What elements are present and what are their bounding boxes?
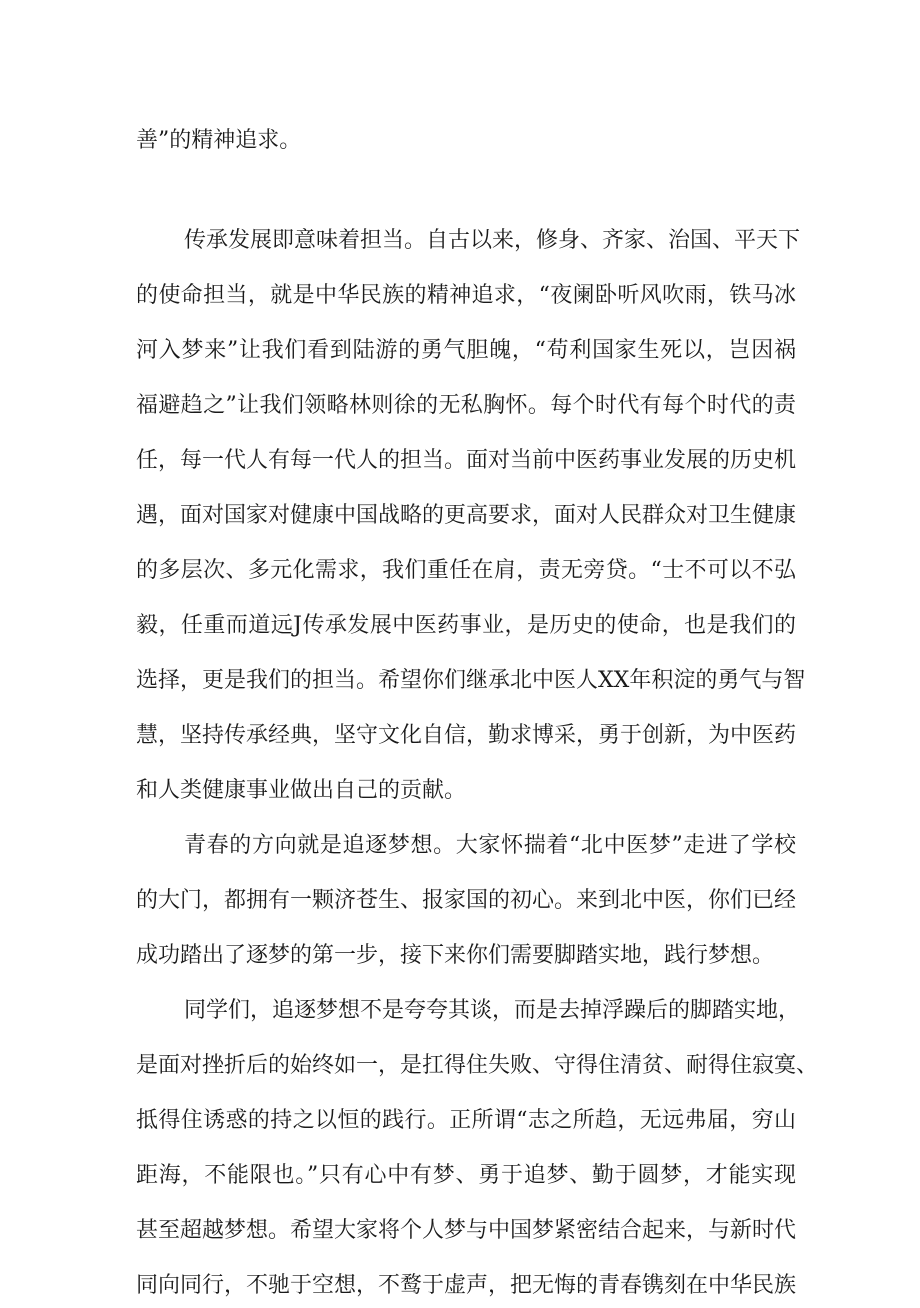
paragraph-spacer	[136, 1253, 796, 1263]
text-line: 任，每一代人有每一代人的担当。面对当前中医药事业发展的历史机	[136, 448, 797, 473]
paragraph-spacer	[136, 593, 796, 603]
paragraph-spacer	[136, 1033, 796, 1043]
paragraph-spacer	[136, 703, 796, 713]
text-line: 和人类健康事业做出自己的贡献。	[136, 778, 467, 803]
text-line: 善”的精神追求。	[136, 128, 302, 153]
text-line: 的多层次、多元化需求，我们重任在肩，责无旁贷。“士不可以不弘	[136, 558, 796, 583]
paragraph-spacer	[136, 868, 796, 878]
paragraph-spacer	[136, 538, 796, 548]
text-line: 福避趋之”让我们领略林则徐的无私胸怀。每个时代有每个时代的责	[136, 393, 796, 418]
text-line: 是面对挫折后的始终如一，是扛得住失败、守得住清贫、耐得住寂寞、	[136, 1053, 819, 1078]
text-line: 距海，不能限也。”只有心中有梦、勇于追梦、勤于圆梦，才能实现	[136, 1163, 796, 1188]
paragraph-spacer	[136, 978, 796, 988]
paragraph-spacer	[136, 648, 796, 658]
paragraph-spacer	[136, 923, 796, 933]
text-line: 的大门，都拥有一颗济苍生、报家国的初心。来到北中医，你们已经	[136, 888, 797, 913]
text-line: 成功踏出了逐梦的第一步，接下来你们需要脚踏实地，践行梦想。	[136, 943, 775, 968]
paragraph-spacer	[136, 758, 796, 768]
paragraph-spacer	[136, 163, 796, 218]
text-line: 河入梦来”让我们看到陆游的勇气胆魄，“苟利国家生死以，岂因祸	[136, 338, 796, 363]
paragraph-spacer	[136, 813, 796, 823]
text-line: 青春的方向就是追逐梦想。大家怀揣着“北中医梦”走进了学校	[184, 833, 796, 858]
paragraph-spacer	[136, 318, 796, 328]
text-line: 抵得住诱惑的持之以恒的践行。正所谓“志之所趋，无远弗届，穷山	[136, 1108, 796, 1133]
text-line: 的使命担当，就是中华民族的精神追求，“夜阑卧听风吹雨，铁马冰	[136, 283, 796, 308]
paragraph-spacer	[136, 428, 796, 438]
text-line: 甚至超越梦想。希望大家将个人梦与中国梦紧密结合起来，与新时代	[136, 1218, 797, 1243]
paragraph-spacer	[136, 1088, 796, 1098]
text-line: 同学们，追逐梦想不是夸夸其谈，而是去掉浮躁后的脚踏实地，	[184, 998, 801, 1023]
paragraph-spacer	[136, 1143, 796, 1153]
paragraph-spacer	[136, 483, 796, 493]
text-line: 慧，坚持传承经典，坚守文化自信，勤求博采，勇于创新，为中医药	[136, 723, 797, 748]
text-line: 同向同行，不驰于空想，不鹜于虚声，把无悔的青春镌刻在中华民族	[136, 1273, 797, 1298]
paragraph-spacer	[136, 263, 796, 273]
text-line: 选择，更是我们的担当。希望你们继承北中医人XX年积淀的勇气与智	[136, 668, 806, 693]
paragraph-spacer	[136, 373, 796, 383]
text-line: 遇，面对国家对健康中国战略的更高要求，面对人民群众对卫生健康	[136, 503, 797, 528]
text-line: 毅，任重而道远J传承发展中医药事业，是历史的使命，也是我们的	[136, 613, 796, 638]
paragraph-spacer	[136, 1198, 796, 1208]
document-body	[136, 118, 819, 1308]
text-line: 传承发展即意味着担当。自古以来，修身、齐家、治国、平天下	[184, 228, 801, 253]
